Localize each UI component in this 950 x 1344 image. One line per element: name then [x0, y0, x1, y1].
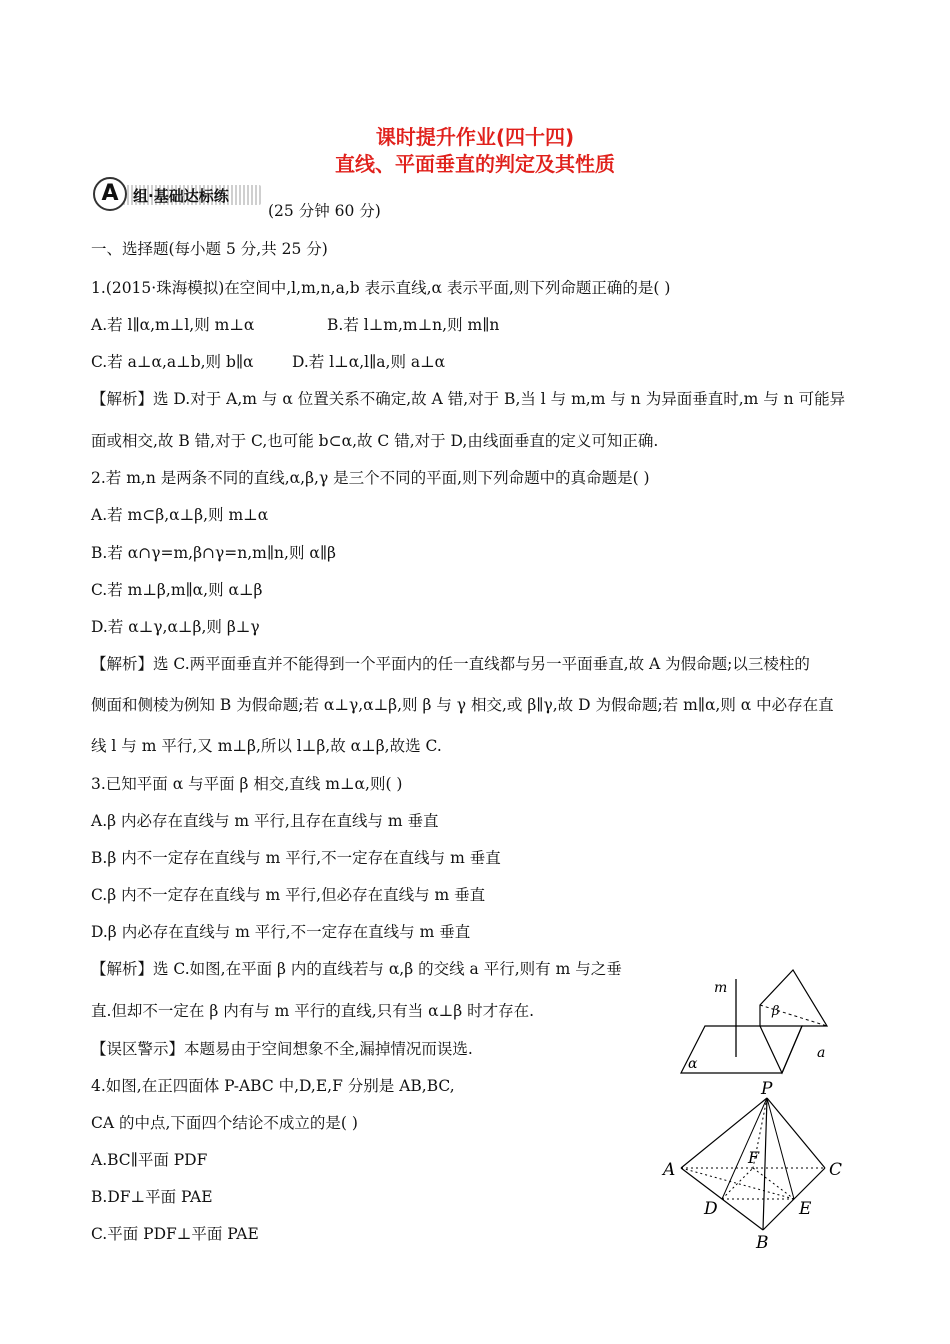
badge-label: 组·基础达标练 — [133, 187, 229, 205]
badge-letter: A — [93, 177, 127, 211]
section-heading: 一、选择题(每小题 5 分,共 25 分) — [91, 240, 328, 258]
figure-planes — [670, 965, 840, 1080]
q3-warning: 【误区警示】本题易由于空间想象不全,漏掉情况而误选. — [91, 1040, 473, 1058]
label-A: A — [663, 1160, 676, 1180]
q1-analysis-line1: 【解析】选 D.对于 A,m 与 α 位置关系不确定,故 A 错,对于 B,当 l 与 m,m 与 n 为异面垂直时,m 与 n 可能异 — [91, 390, 846, 408]
label-P: P — [761, 1080, 773, 1099]
q1-option-a: A.若 l∥α,m⊥l,则 m⊥α — [91, 316, 255, 334]
q2-option-c: C.若 m⊥β,m∥α,则 α⊥β — [91, 581, 263, 599]
q2-option-d: D.若 α⊥γ,α⊥β,则 β⊥γ — [91, 618, 260, 636]
label-F: F — [748, 1148, 760, 1167]
page-subtitle: 直线、平面垂直的判定及其性质 — [335, 152, 615, 176]
section-badge — [93, 177, 263, 209]
q4-option-c: C.平面 PDF⊥平面 PAE — [91, 1225, 259, 1243]
q2-analysis-line2: 侧面和侧棱为例知 B 为假命题;若 α⊥γ,α⊥β,则 β 与 γ 相交,或 β∥γ,故 D 为假命题;若 m∥α,则 α 中必存在直 — [91, 696, 834, 714]
q2-option-a: A.若 m⊂β,α⊥β,则 m⊥α — [91, 506, 269, 524]
q2-option-b: B.若 α∩γ=m,β∩γ=n,m∥n,则 α∥β — [91, 544, 336, 562]
q3-option-c: C.β 内不一定存在直线与 m 平行,但必存在直线与 m 垂直 — [91, 886, 486, 904]
label-m: m — [714, 980, 728, 996]
time-note: (25 分钟 60 分) — [268, 202, 381, 220]
q3-analysis-line2: 直.但却不一定在 β 内有与 m 平行的直线,只有当 α⊥β 时才存在. — [91, 1002, 535, 1020]
q1-option-d: D.若 l⊥α,l∥a,则 a⊥α — [292, 353, 446, 371]
q1-option-c: C.若 a⊥α,a⊥b,则 b∥α — [91, 353, 254, 371]
q3-analysis-line1: 【解析】选 C.如图,在平面 β 内的直线若与 α,β 的交线 a 平行,则有 m 与之垂 — [91, 960, 622, 978]
q2-analysis-line3: 线 l 与 m 平行,又 m⊥β,所以 l⊥β,故 α⊥β,故选 C. — [91, 737, 442, 755]
page-title: 课时提升作业(四十四) — [375, 125, 575, 149]
label-alpha: α — [688, 1056, 698, 1072]
q4-option-a: A.BC∥平面 PDF — [91, 1151, 208, 1169]
question-3: 3.已知平面 α 与平面 β 相交,直线 m⊥α,则( ) — [91, 775, 403, 793]
label-B: B — [756, 1233, 769, 1252]
q2-analysis-line1: 【解析】选 C.两平面垂直并不能得到一个平面内的任一直线都与另一平面垂直,故 A 为假命题;以三棱柱的 — [91, 655, 810, 673]
figure-tetrahedron — [655, 1080, 855, 1252]
q1-analysis-line2: 面或相交,故 B 错,对于 C,也可能 b⊂α,故 C 错,对于 D,由线面垂直的定义可知正确. — [91, 432, 659, 450]
question-4-line2: CA 的中点,下面四个结论不成立的是( ) — [91, 1114, 358, 1132]
question-2: 2.若 m,n 是两条不同的直线,α,β,γ 是三个不同的平面,则下列命题中的真命题是( ) — [91, 469, 650, 487]
q1-option-b: B.若 l⊥m,m⊥n,则 m∥n — [327, 316, 500, 334]
label-C: C — [829, 1160, 843, 1180]
q3-option-d: D.β 内必存在直线与 m 平行,不一定存在直线与 m 垂直 — [91, 923, 471, 941]
label-E: E — [799, 1199, 812, 1219]
q3-option-b: B.β 内不一定存在直线与 m 平行,不一定存在直线与 m 垂直 — [91, 849, 501, 867]
label-D: D — [704, 1199, 718, 1219]
plane-alpha — [681, 1026, 802, 1073]
intersection-dashed — [760, 1005, 827, 1026]
question-1: 1.(2015·珠海模拟)在空间中,l,m,n,a,b 表示直线,α 表示平面,则下列命题正确的是( ) — [91, 279, 671, 297]
label-a: a — [817, 1045, 826, 1061]
question-4-line1: 4.如图,在正四面体 P-ABC 中,D,E,F 分别是 AB,BC, — [91, 1077, 455, 1095]
q3-option-a: A.β 内必存在直线与 m 平行,且存在直线与 m 垂直 — [91, 812, 439, 830]
label-beta: β — [772, 1004, 780, 1019]
q4-option-b: B.DF⊥平面 PAE — [91, 1188, 213, 1206]
